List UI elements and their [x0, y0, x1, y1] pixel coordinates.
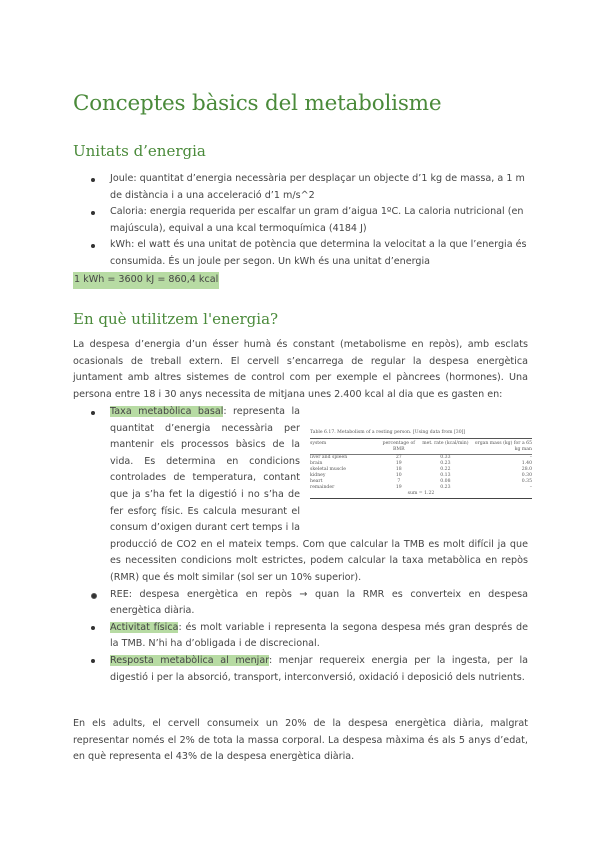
- table-cell: heart: [310, 479, 323, 484]
- list-item-tmb: [73, 404, 528, 587]
- table-cell: kidney: [310, 473, 326, 478]
- table-cell: 19: [395, 485, 402, 490]
- sub-item-ree: [73, 587, 528, 620]
- term-highlight: Resposta metabòlica al menjar: [110, 654, 269, 666]
- item-text: : representa la quantitat d’energia necessària per mantenir els processos bàsics de la vida. Es determina en condicions controlades de temperatura, contant que ja s’ha fet la digestió i no s’ha de fer esforç físic. Es calcula mesurant el consum d’oxigen durant cert temps i la producció de CO2 en el mateix temps. Com que calcular la TMB es molt difícil ja que es necessiten condicions molt estrictes, podem calcular la taxa metabòlica en repòs (RMR) que és molt similar (sol ser un 10% superior).: [110, 406, 528, 583]
- term-highlight: Activitat física: [110, 621, 179, 633]
- table-header: organ mass (kg) for a 65 kg man: [470, 439, 532, 455]
- section-heading-energy-use: En què utilitzem l'energia?: [73, 310, 279, 328]
- table-cell: 19: [395, 461, 402, 466]
- table-cell: 0.33: [440, 455, 451, 460]
- table-cell: 0.22: [440, 467, 451, 472]
- table-cell: 27: [395, 455, 402, 460]
- table-cell: 0.23: [440, 461, 451, 466]
- list-item-resposta: [73, 653, 528, 686]
- page-title: Conceptes bàsics del metabolisme: [73, 91, 442, 116]
- table-cell: 0.30: [521, 473, 532, 478]
- table-cell: 28.0: [521, 467, 532, 472]
- table-cell: 0.13: [440, 473, 451, 478]
- list-item-kwh: kWh: el watt és una unitat de potència que determina la velocitat a la que l’energia és consumida. És un joule per segon. Un kWh és una unitat d’energia: [73, 237, 528, 270]
- table-cell: skeletal muscle: [310, 467, 346, 472]
- table-header: met. rate (kcal/min): [421, 439, 470, 455]
- table-cell: brain: [310, 461, 323, 466]
- table-sum: sum = 1.22: [310, 491, 532, 499]
- table-cell: 0.35: [521, 479, 532, 484]
- table-cell: 10: [395, 473, 402, 478]
- table-caption: Table 6.17. Metabolism of a resting person. [Using data from [30]]: [310, 430, 466, 435]
- table-cell: 1.40: [521, 461, 532, 466]
- item-text: : menjar requereix energia per la ingesta, per la digestió i per la absorció, transport, interconversió, oxidació i deposició dels nutrients.: [110, 654, 528, 683]
- table-cell: 7: [397, 479, 401, 484]
- table-header: percentage of BMR: [377, 439, 421, 455]
- table-cell: 0.08: [440, 479, 451, 484]
- item-text: : és molt variable i representa la segona despesa més gran després de la TMB. N’hi ha d’obligada i de discrecional.: [110, 621, 528, 650]
- sub-item-text: REE: despesa energètica en repòs → quan la RMR es converteix en despesa energètica diària.: [110, 588, 528, 617]
- table-cell: remainder: [310, 485, 335, 490]
- table-cell: –: [529, 485, 532, 490]
- kwh-equivalence-highlight: 1 kWh = 3600 kJ = 860,4 kcal: [73, 272, 219, 289]
- table-header: system: [310, 439, 377, 455]
- table-cell: liver and spleen: [310, 455, 348, 460]
- energy-use-list: [73, 404, 528, 686]
- term-highlight: Taxa metabòlica basal: [110, 406, 224, 417]
- list-item-caloria: Caloria: energia requerida per escalfar un gram d’aigua 1ºC. La caloria nutricional (en majúscula), equival a una kcal termoquímica (4184 J): [73, 204, 528, 237]
- list-item-activitat: [73, 620, 528, 653]
- section-heading-units: Unitats d’energia: [73, 142, 206, 160]
- table-cell: –: [529, 455, 532, 460]
- table-cell: 18: [395, 467, 402, 472]
- intro-paragraph: La despesa d’energia d’un ésser humà és constant (metabolisme en repòs), amb esclats ocasionals de treball extern. El cervell s’encarrega de regular la despesa energètica juntament amb altres sistemes de control com per exemple el pàncrees (hormones). Una persona entre 18 i 30 anys necessita de mitjana unes 2.400 kcal al dia que es gasten en:: [73, 339, 528, 400]
- table-cell: 0.23: [440, 485, 451, 490]
- closing-paragraph: En els adults, el cervell consumeix un 20% de la despesa energètica diària, malgrat representar només el 2% de tota la massa corporal. La despesa màxima és als 5 anys d’edat, en què representa el 43% de la despesa energètica diària.: [73, 718, 528, 763]
- table-float-space: [300, 404, 528, 536]
- list-item-joule: Joule: quantitat d’energia necessària per desplaçar un objecte d’1 kg de massa, a 1 m de distància i a una acceleració d’1 m/s^2: [73, 171, 528, 204]
- units-list: [73, 171, 528, 271]
